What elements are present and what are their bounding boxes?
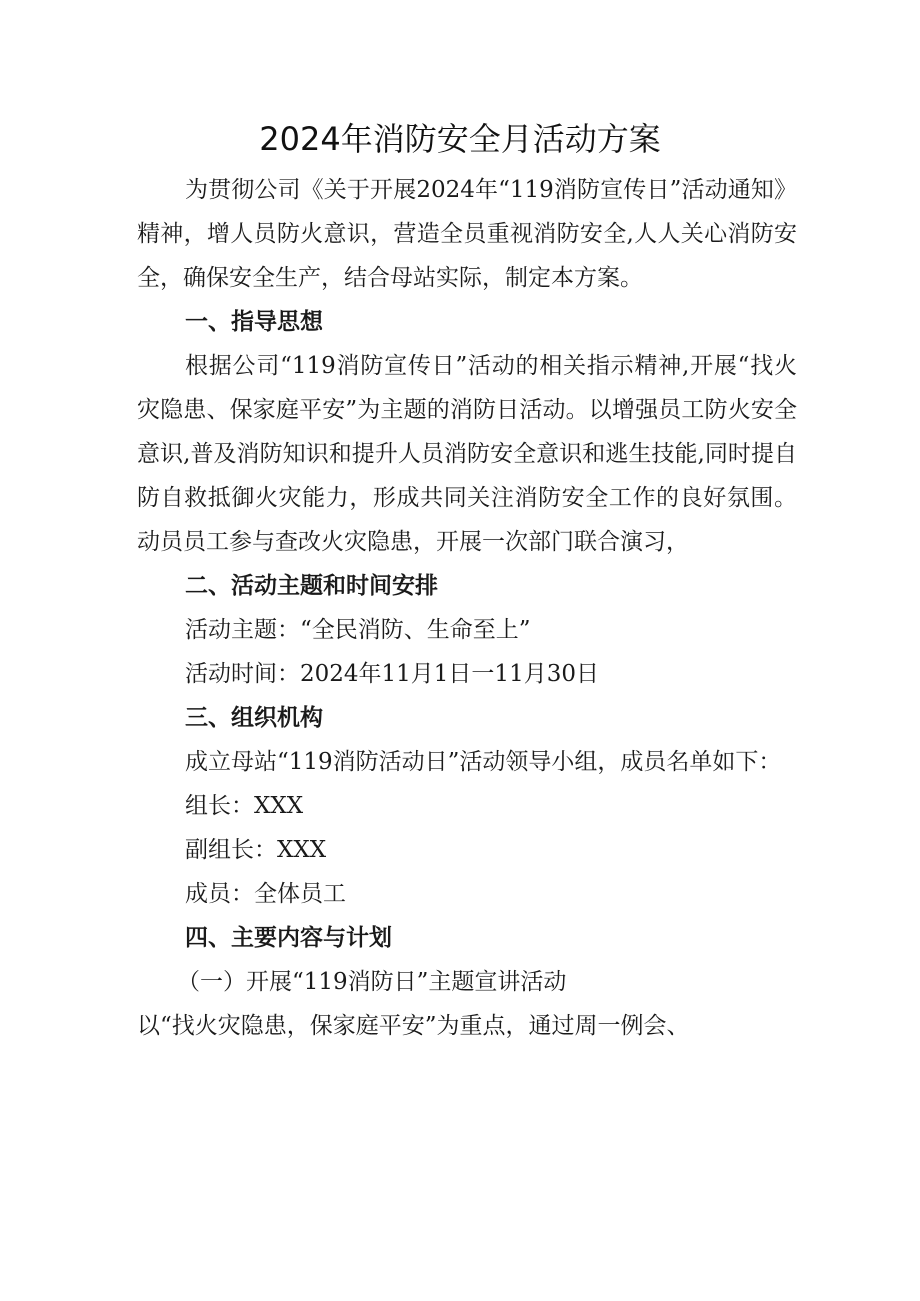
- guiding-ideology-paragraph: 根据公司“119消防宣传日”活动的相关指示精神,开展“找火灾隐患、保家庭平安”为主题的消防日活动。以增强员工防火安全意识,普及消防知识和提升人员消防安全意识和逃生技能,同时提自防自救抵御火灾能力，形成共同关注消防安全工作的良好氛围。动员员工参与查改火灾隐患，开展一次部门联合演习，: [137, 353, 797, 555]
- document-title: 2024年消防安全月活动方案: [259, 120, 661, 158]
- document-body: [137, 168, 797, 1048]
- activity-theme-line: 活动主题：“全民消防、生命至上”: [185, 617, 531, 643]
- lecture-paragraph: 以“找火灾隐患，保家庭平安”为重点，通过周一例会、: [137, 1013, 690, 1039]
- section-heading-theme-schedule: 二、活动主题和时间安排: [185, 573, 438, 599]
- section-heading-content-plan: 四、主要内容与计划: [185, 925, 392, 951]
- section-heading-organization: 三、组织机构: [185, 705, 323, 731]
- subsection-heading-lecture: （一）开展“119消防日”主题宣讲活动: [177, 969, 567, 995]
- activity-time-line: 活动时间：2024年11月1日一11月30日: [185, 661, 599, 687]
- organization-paragraph: 成立母站“119消防活动日”活动领导小组，成员名单如下：: [185, 749, 782, 775]
- section-heading-guiding-ideology: 一、指导思想: [185, 309, 323, 335]
- intro-paragraph: 为贯彻公司《关于开展2024年“119消防宣传日”活动通知》精神，增人员防火意识，营造全员重视消防安全,人人关心消防安全，确保安全生产，结合母站实际，制定本方案。: [137, 177, 797, 291]
- group-leader-line: 组长：XXX: [185, 793, 304, 819]
- deputy-leader-line: 副组长：XXX: [185, 837, 327, 863]
- members-line: 成员：全体员工: [185, 881, 346, 907]
